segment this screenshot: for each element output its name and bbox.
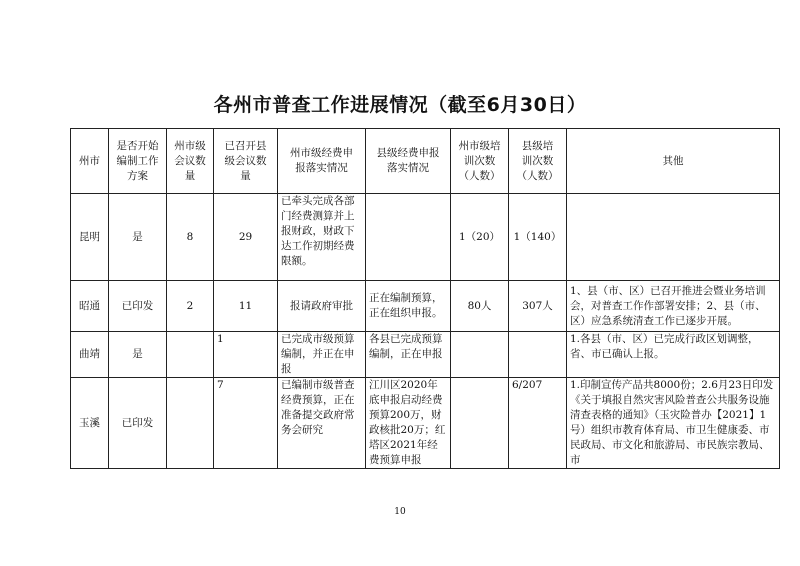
cell-city-meetings: [167, 332, 214, 378]
column-header-line: 其他: [662, 154, 684, 167]
column-header-line: 量: [240, 169, 251, 182]
cell-other: 1.印制宣传产品共8000份；2.6月23日印发《关于填报自然灾害风险普查公共服务设施清查表格的通知》（玉灾险普办【2021】1号）组织市教育体育局、市卫生健康委、市民政局、市文化和旅游局、市民族宗教局、市: [567, 378, 780, 469]
cell-city: 曲靖: [71, 332, 109, 378]
column-header-line: （人数）: [516, 169, 559, 182]
column-header: [71, 129, 109, 194]
header-row: [71, 129, 780, 194]
column-header-line: 州市级经费申: [290, 147, 353, 159]
cell-county-training: [509, 332, 567, 378]
column-header: [278, 129, 366, 194]
column-header-line: （人数）: [458, 169, 501, 182]
column-header-line: 州市级培: [458, 139, 501, 152]
column-header-line: 州市级: [174, 139, 206, 152]
cell-county-training: 307人: [509, 281, 567, 332]
column-header-line: 是否开始: [116, 139, 159, 152]
table-row: [71, 194, 780, 281]
column-header-line: 县级培: [521, 139, 554, 152]
cell-city-funding: 报请政府审批: [278, 281, 366, 332]
cell-city-training: [451, 378, 509, 469]
cell-city-meetings: 2: [167, 281, 214, 332]
table-row: [71, 281, 780, 332]
column-header-line: 落实情况: [387, 162, 429, 174]
cell-county-funding: 江川区2020年底申报启动经费预算200万，财政核批20万；红塔区2021年经费预算申报: [366, 378, 451, 469]
cell-city-meetings: [167, 378, 214, 469]
cell-city-training: 1（20）: [451, 194, 509, 281]
progress-table: [70, 128, 780, 469]
column-header-line: 量: [184, 169, 196, 182]
column-header: [509, 129, 567, 194]
cell-plan: 是: [109, 194, 167, 281]
column-header-line: 会议数: [174, 154, 206, 167]
column-header: [366, 129, 451, 194]
column-header: [167, 129, 214, 194]
cell-county-training: 1（140）: [509, 194, 567, 281]
cell-plan: 已印发: [109, 281, 167, 332]
cell-county-meetings: 7: [214, 378, 278, 469]
cell-city-training: 80人: [451, 281, 509, 332]
cell-city: 昭通: [71, 281, 109, 332]
page-number: 10: [394, 507, 406, 517]
cell-county-meetings: 11: [214, 281, 278, 332]
cell-county-funding: [366, 194, 451, 281]
column-header: [451, 129, 509, 194]
cell-other: 1.各县（市、区）已完成行政区划调整，省、市已确认上报。: [567, 332, 780, 378]
table-row: [71, 378, 780, 469]
cell-city-funding: 已完成市级预算编制，并正在申报: [278, 332, 366, 378]
cell-county-training: 6/207: [509, 378, 567, 469]
cell-county-meetings: 29: [214, 194, 278, 281]
cell-city: 昆明: [71, 194, 109, 281]
column-header-line: 已召开县: [224, 139, 267, 152]
column-header-line: 方案: [127, 169, 148, 182]
column-header-line: 训次数: [463, 154, 496, 167]
cell-county-funding: 各县已完成预算编制，正在申报: [366, 332, 451, 378]
cell-plan: 是: [109, 332, 167, 378]
cell-city-meetings: 8: [167, 194, 214, 281]
cell-city-training: [451, 332, 509, 378]
column-header-line: 报落实情况: [295, 162, 348, 174]
column-header-line: 级会议数: [224, 154, 267, 167]
column-header: [214, 129, 278, 194]
column-header-line: 训次数: [521, 154, 554, 167]
cell-city-funding: 已牵头完成各部门经费测算并上报财政，财政下达工作初期经费限额。: [278, 194, 366, 281]
cell-county-meetings: 1: [214, 332, 278, 378]
table-row: [71, 332, 780, 378]
cell-city: 玉溪: [71, 378, 109, 469]
column-header: [567, 129, 780, 194]
page-title: 各州市普查工作进展情况（截至6月30日）: [213, 94, 587, 116]
cell-other: [567, 194, 780, 281]
cell-other: 1、县（市、区）已召开推进会暨业务培训会，对普查工作作部署安排；2、县（市、区）应急系统清查工作已逐步开展。: [567, 281, 780, 332]
column-header: [109, 129, 167, 194]
cell-county-funding: 正在编制预算，正在组织申报。: [366, 281, 451, 332]
column-header-line: 编制工作: [116, 154, 159, 167]
column-header-line: 州市: [79, 154, 100, 167]
cell-city-funding: 已编制市级普查经费预算，正在准备提交政府常务会研究: [278, 378, 366, 469]
cell-plan: 已印发: [109, 378, 167, 469]
column-header-line: 县级经费申报: [376, 147, 440, 159]
